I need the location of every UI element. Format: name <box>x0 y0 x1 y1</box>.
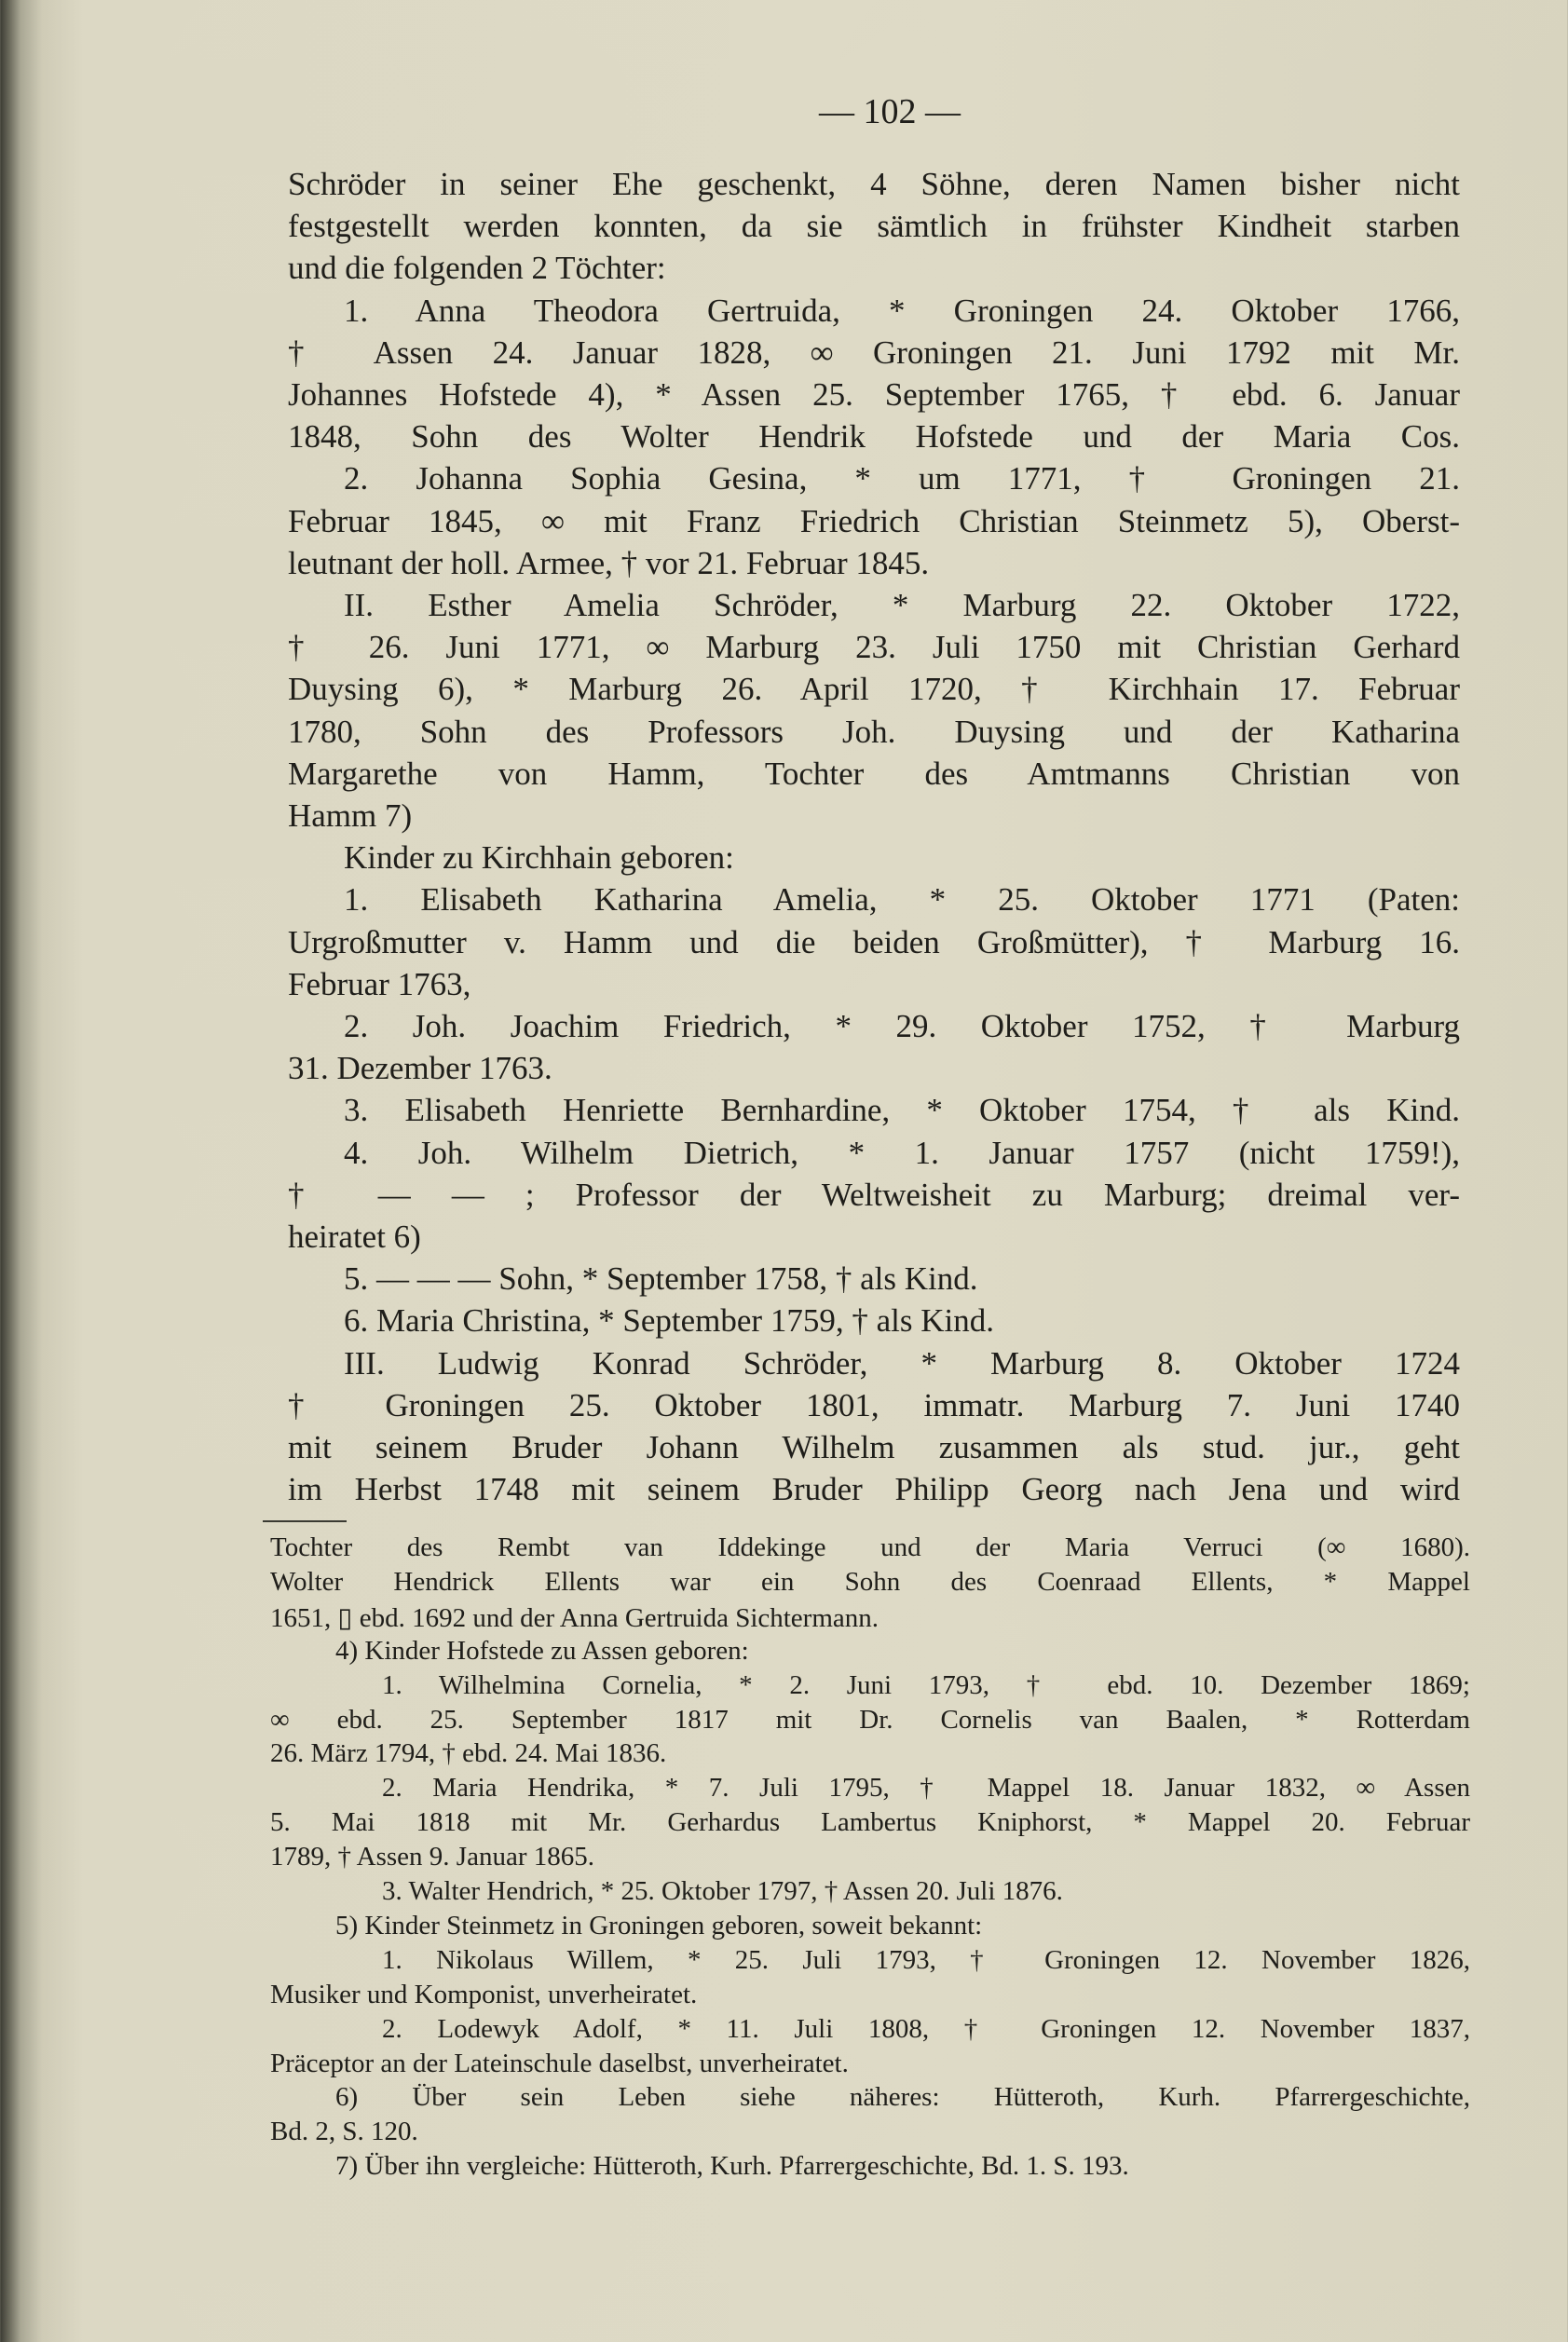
footnote-line: 1. Wilhelmina Cornelia, * 2. Juni 1793, † ebd. 10. Dezember 1869; <box>382 1669 1470 1700</box>
text-line: 4. Joh. Wilhelm Dietrich, * 1. Januar 1757 (nicht 1759!), <box>344 1134 1460 1171</box>
text-line: 3. Elisabeth Henriette Bernhardine, * Oktober 1754, † als Kind. <box>344 1092 1460 1129</box>
text-line: 1. Anna Theodora Gertruida, * Groningen 24. Oktober 1766, <box>344 292 1460 329</box>
text-line: 1. Elisabeth Katharina Amelia, * 25. Oktober 1771 (Paten: <box>344 881 1460 919</box>
footnote-line: 26. März 1794, † ebd. 24. Mai 1836. <box>270 1738 667 1769</box>
text-line: Hamm 7) <box>288 797 413 834</box>
footnote-line: 1789, † Assen 9. Januar 1865. <box>270 1842 594 1872</box>
text-line: 31. Dezember 1763. <box>288 1050 552 1087</box>
footnote-line: Musiker und Komponist, unverheiratet. <box>270 1979 698 2009</box>
text-line: † 26. Juni 1771, ∞ Marburg 23. Juli 1750 mit Christian Gerhard <box>288 629 1460 666</box>
text-line: leutnant der holl. Armee, † vor 21. Februar 1845. <box>288 544 930 581</box>
text-line: Schröder in seiner Ehe geschenkt, 4 Söhne, deren Namen bisher nicht <box>288 166 1460 202</box>
footnote-line: 3. Walter Hendrich, * 25. Oktober 1797, † Assen 20. Juli 1876. <box>382 1876 1063 1906</box>
footnote-line: 5) Kinder Steinmetz in Groningen geboren, soweit bekannt: <box>335 1910 983 1940</box>
text-line: 6. Maria Christina, * September 1759, † als Kind. <box>344 1302 994 1340</box>
text-line: Februar 1763, <box>288 965 471 1002</box>
footnote-separator <box>263 1520 347 1522</box>
text-line: Februar 1845, ∞ mit Franz Friedrich Christian Steinmetz 5), Oberst- <box>288 502 1460 539</box>
footnote-line: 5. Mai 1818 mit Mr. Gerhardus Lambertus Kniphorst, * Mappel 20. Februar <box>270 1807 1470 1838</box>
text-line: Kinder zu Kirchhain geboren: <box>344 839 734 877</box>
text-line: mit seinem Bruder Johann Wilhelm zusammen als stud. jur., geht <box>288 1429 1460 1465</box>
text-line: im Herbst 1748 mit seinem Bruder Philipp Georg nach Jena und wird <box>288 1471 1460 1508</box>
text-line: † — — ; Professor der Weltweisheit zu Marburg; dreimal ver- <box>288 1176 1460 1213</box>
footnote-line: 4) Kinder Hofstede zu Assen geboren: <box>335 1635 749 1666</box>
footnote-line: 1651, ▯ ebd. 1692 und der Anna Gertruida Sichtermann. <box>270 1602 879 1633</box>
text-line: 1848, Sohn des Wolter Hendrik Hofstede und der Maria Cos. <box>288 418 1460 456</box>
footnote-line: Bd. 2, S. 120. <box>270 2117 418 2147</box>
footnote-line: Tochter des Rembt van Iddekinge und der Maria Verruci (∞ 1680). <box>270 1532 1470 1562</box>
text-line: III. Ludwig Konrad Schröder, * Marburg 8. Oktober 1724 <box>344 1344 1460 1382</box>
text-line: Duysing 6), * Marburg 26. April 1720, † Kirchhain 17. Februar <box>288 671 1460 708</box>
footnote-line: 6) Über sein Leben siehe näheres: Hütteroth, Kurh. Pfarrergeschichte, <box>335 2082 1470 2113</box>
footnote-line: Präceptor an der Lateinschule daselbst, unverheiratet. <box>270 2048 849 2078</box>
footnote-line: ∞ ebd. 25. September 1817 mit Dr. Cornelis van Baalen, * Rotterdam <box>270 1704 1470 1735</box>
text-line: und die folgenden 2 Töchter: <box>288 250 666 287</box>
footnote-line: Wolter Hendrick Ellents war ein Sohn des Coenraad Ellents, * Mappel <box>270 1566 1470 1597</box>
footnote-line: 2. Lodewyk Adolf, * 11. Juli 1808, † Groningen 12. November 1837, <box>382 2013 1470 2044</box>
text-line: Margarethe von Hamm, Tochter des Amtmanns Christian von <box>288 755 1460 792</box>
text-line: festgestellt werden konnten, da sie sämtlich in frühster Kindheit starben <box>288 208 1460 245</box>
footnote-line: 7) Über ihn vergleiche: Hütteroth, Kurh. Pfarrergeschichte, Bd. 1. S. 193. <box>335 2151 1129 2182</box>
text-line: heiratet 6) <box>288 1219 421 1255</box>
text-line: Johannes Hofstede 4), * Assen 25. September 1765, † ebd. 6. Januar <box>288 376 1460 413</box>
text-line: † Assen 24. Januar 1828, ∞ Groningen 21. Juni 1792 mit Mr. <box>288 334 1460 371</box>
text-line: 2. Joh. Joachim Friedrich, * 29. Oktober 1752, † Marburg <box>344 1008 1460 1044</box>
footnote-line: 2. Maria Hendrika, * 7. Juli 1795, † Mappel 18. Januar 1832, ∞ Assen <box>382 1773 1470 1804</box>
text-line: II. Esther Amelia Schröder, * Marburg 22. Oktober 1722, <box>344 587 1460 623</box>
text-line: 5. — — — Sohn, * September 1758, † als Kind. <box>344 1260 978 1298</box>
footnote-line: 1. Nikolaus Willem, * 25. Juli 1793, † Groningen 12. November 1826, <box>382 1944 1470 1975</box>
page-number: — 102 — <box>819 92 961 131</box>
text-line: 1780, Sohn des Professors Joh. Duysing und der Katharina <box>288 713 1460 750</box>
text-line: 2. Johanna Sophia Gesina, * um 1771, † Groningen 21. <box>344 460 1460 497</box>
text-line: Urgroßmutter v. Hamm und die beiden Großmütter), † Marburg 16. <box>288 923 1460 960</box>
text-line: † Groningen 25. Oktober 1801, immatr. Marburg 7. Juni 1740 <box>288 1386 1460 1423</box>
